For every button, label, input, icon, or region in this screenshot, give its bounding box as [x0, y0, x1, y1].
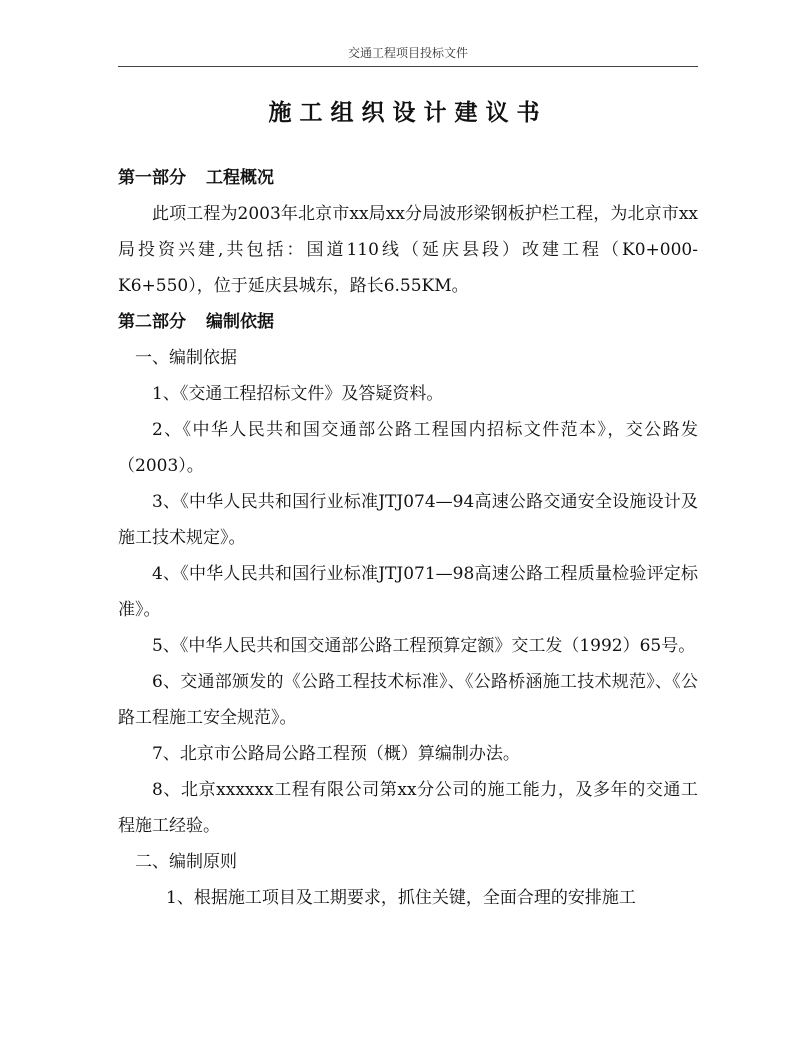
- part2-title: 编制依据: [206, 312, 274, 332]
- basis-item-3: 3、《中华人民共和国行业标准JTJ074—94高速公路交通安全设施设计及施工技术规定》。: [118, 492, 698, 548]
- header-rule: [118, 66, 698, 67]
- part1-label: 第一部分: [118, 168, 186, 188]
- part1-heading: [118, 160, 698, 196]
- basis-item-2: 2、《中华人民共和国交通部公路工程国内招标文件范本》，交公路发（2003）。: [118, 420, 698, 476]
- basis-item-1: 1、《交通工程招标文件》及答疑资料。: [152, 384, 444, 404]
- part1-paragraph: 此项工程为2003年北京市xx局xx分局波形梁钢板护栏工程，为北京市xx局投资兴建,共包括：国道110线（延庆县段）改建工程（K0+000-K6+550），位于延庆县城东，路长6.55KM。: [118, 204, 698, 296]
- page-header: 交通工程项目投标文件: [347, 46, 468, 60]
- part2-label: 第二部分: [118, 312, 186, 332]
- basis-item-8: 8、北京xxxxxx工程有限公司第xx分公司的施工能力，及多年的交通工程施工经验。: [118, 780, 698, 836]
- subsection-basis-heading: 一、编制依据: [135, 348, 237, 368]
- basis-item-4: 4、《中华人民共和国行业标准JTJ071—98高速公路工程质量检验评定标准》。: [118, 564, 698, 620]
- basis-item-6: 6、交通部颁发的《公路工程技术标准》、《公路桥涵施工技术规范》、《公路工程施工安全规范》。: [118, 672, 698, 728]
- part1-title: 工程概况: [206, 168, 274, 188]
- document-title: 施工组织设计建议书: [268, 99, 548, 126]
- subsection-principles-heading: 二、编制原则: [135, 852, 237, 872]
- part2-heading: [118, 304, 698, 340]
- basis-item-5: 5、《中华人民共和国交通部公路工程预算定额》交工发（1992）65号。: [152, 636, 696, 656]
- principle-item-1: 1、根据施工项目及工期要求，抓住关键，全面合理的安排施工: [166, 888, 636, 908]
- document-body: [118, 160, 698, 916]
- basis-item-7: 7、北京市公路局公路工程预（概）算编制办法。: [152, 744, 520, 764]
